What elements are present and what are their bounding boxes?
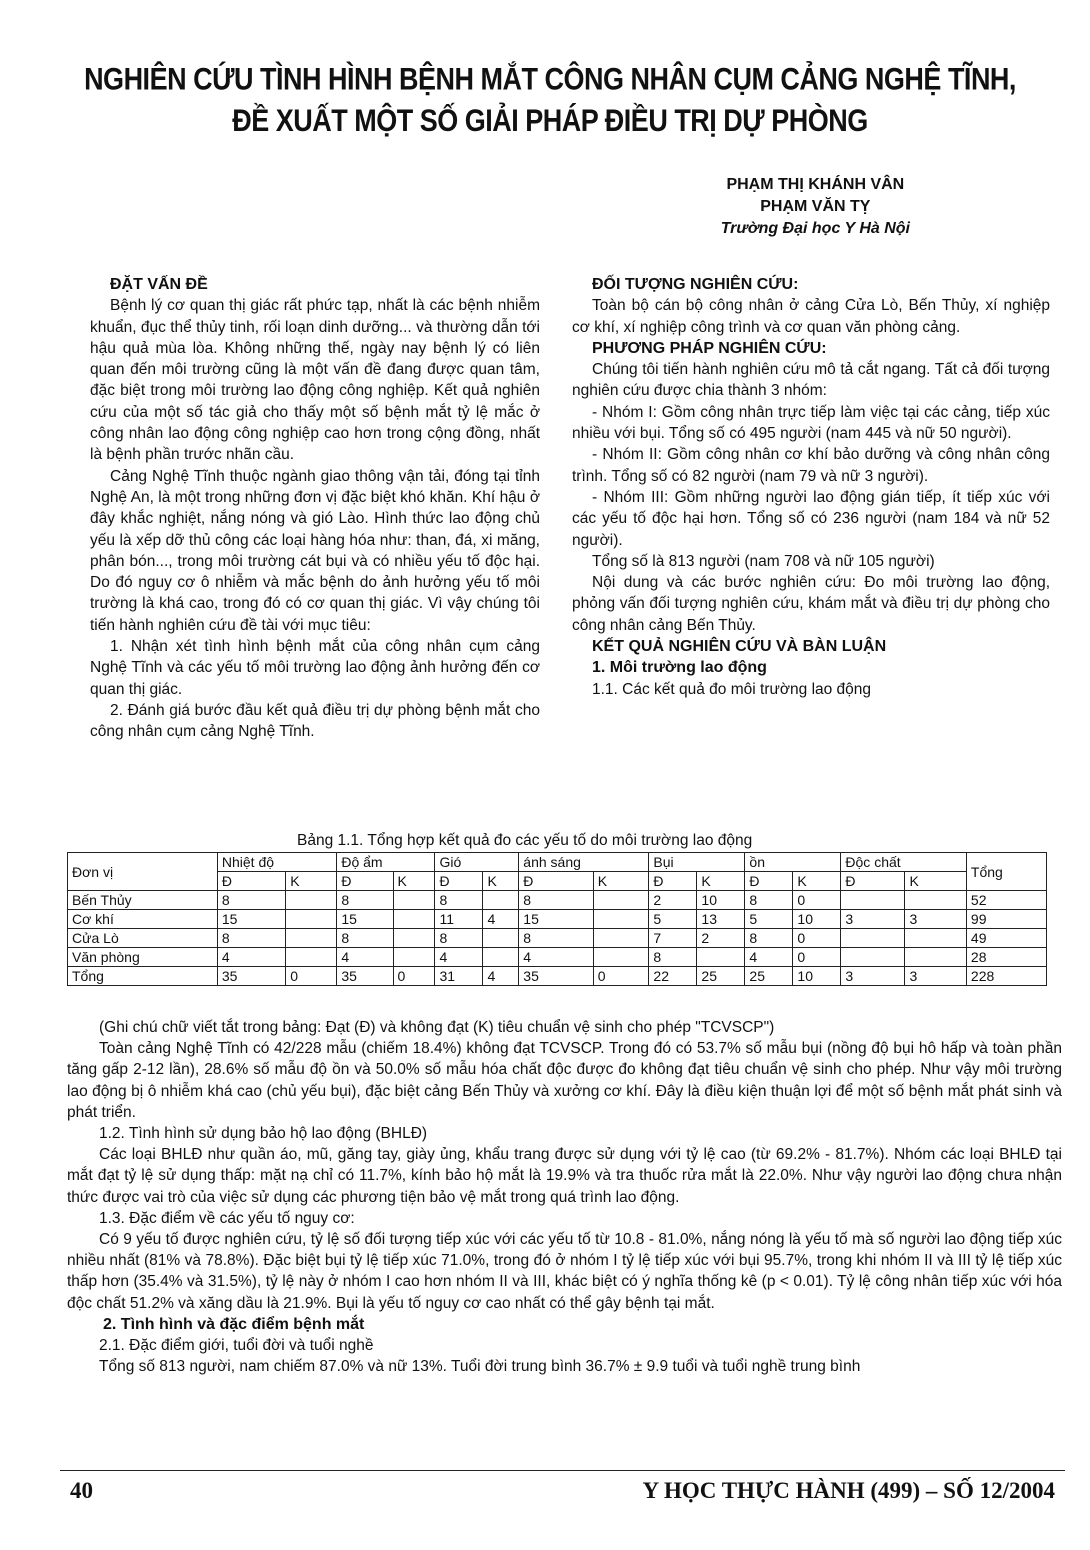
table-cell: 52 xyxy=(966,891,1046,910)
table-cell: 2 xyxy=(649,891,697,910)
table-cell: 28 xyxy=(966,948,1046,967)
section-heading-methods: PHƯƠNG PHÁP NGHIÊN CỨU: xyxy=(592,339,827,357)
table-cell: 8 xyxy=(337,929,393,948)
table-cell: 10 xyxy=(793,967,841,986)
section-heading-introduction: ĐẶT VẤN ĐỀ xyxy=(110,276,208,293)
table-cell xyxy=(286,891,337,910)
header-cell: Tổng xyxy=(966,853,1046,891)
table-cell: 4 xyxy=(483,910,519,929)
table-cell: 0 xyxy=(593,967,649,986)
table-cell: 99 xyxy=(966,910,1046,929)
table-cell xyxy=(483,929,519,948)
table-cell xyxy=(593,929,649,948)
paragraph: Cảng Nghệ Tĩnh thuộc ngành giao thông vận tải, đóng tại tỉnh Nghệ An, là một trong những đơn vị đặc biệt khó khăn. Khí hậu ở đây khắc nghiệt, nắng nóng và gió Lào. Hình thức lao động chủ yếu là xếp dỡ thủ công các loại hàng hóa như: than, đá, xi măng, phân bón..., trong môi trường cát bụi và có nhiều yếu tố độc hại. Do đó nguy cơ ô nhiễm và mắc bệnh do ảnh hưởng yếu tố môi trường là khá cao, trong đó có cơ quan thị giác. Vì vậy chúng tôi tiến hành nghiên cứu đề tài với mục tiêu: xyxy=(90,467,540,634)
header-cell: Đơn vị xyxy=(68,853,218,891)
table-cell: 25 xyxy=(697,967,745,986)
subheader-cell: K xyxy=(593,872,649,891)
table-cell: 0 xyxy=(393,967,435,986)
table-cell xyxy=(905,948,966,967)
table-cell xyxy=(286,910,337,929)
table-caption: Bảng 1.1. Tổng hợp kết quả đo các yếu tố do môi trường lao động xyxy=(297,832,753,849)
table-cell: 4 xyxy=(745,948,793,967)
table-cell: 8 xyxy=(337,891,393,910)
table-cell: 4 xyxy=(519,948,594,967)
paragraph: - Nhóm I: Gồm công nhân trực tiếp làm việc tại các cảng, tiếp xúc nhiều với bụi. Tổng số có 495 người (nam 445 và nữ 50 người). xyxy=(572,403,1050,443)
row-label-cell: Cửa Lò xyxy=(68,929,218,948)
table-cell xyxy=(841,929,905,948)
table-cell: 31 xyxy=(435,967,483,986)
footer-rule xyxy=(60,1470,1065,1471)
section-heading-eye-disease: 2. Tình hình và đặc điểm bệnh mắt xyxy=(103,1315,365,1333)
paragraph: 2.1. Đặc điểm giới, tuổi đời và tuổi nghề xyxy=(99,1337,374,1355)
table-cell: 3 xyxy=(841,910,905,929)
table-cell: 8 xyxy=(745,891,793,910)
table-cell: 3 xyxy=(841,967,905,986)
subheader-cell: K xyxy=(793,872,841,891)
header-cell: Gió xyxy=(435,853,519,872)
left-column xyxy=(90,274,540,743)
table-cell: 8 xyxy=(217,891,285,910)
table-cell xyxy=(905,929,966,948)
table-cell xyxy=(841,891,905,910)
table-cell xyxy=(483,891,519,910)
paragraph: Tổng số là 813 người (nam 708 và nữ 105 người) xyxy=(592,552,935,570)
row-label-cell: Bến Thủy xyxy=(68,891,218,910)
title-line-2: ĐỀ XUẤT MỘT SỐ GIẢI PHÁP ĐIỀU TRỊ DỰ PHÒNG xyxy=(232,103,868,138)
author-1: PHẠM THỊ KHÁNH VÂN xyxy=(726,176,905,193)
section-heading-results: KẾT QUẢ NGHIÊN CỨU VÀ BÀN LUẬN xyxy=(592,638,887,656)
table-cell: 25 xyxy=(745,967,793,986)
table-header-row xyxy=(68,853,1047,872)
paragraph: Các loại BHLĐ như quần áo, mũ, găng tay, giày ủng, khẩu trang được sử dụng với tỷ lệ cao (từ 69.2% - 81.7%). Nhóm các loại BHLĐ tại mắt đạt tỷ lệ sử dụng thấp: mặt nạ chỉ có 11.7%, kính bảo hộ mắt là 19.9% và tra thuốc rửa mắt là 22.0%. Như vậy người lao động chưa nhận thức được vai trò của việc sử dụng các phương tiện bảo vệ mắt trong quá trình lao động. xyxy=(67,1146,1062,1206)
paragraph: - Nhóm III: Gồm những người lao động gián tiếp, ít tiếp xúc với các yếu tố độc hại hơn. Tổng số có 236 người (nam 184 và nữ 52 người). xyxy=(572,488,1050,549)
table-cell: 8 xyxy=(519,891,594,910)
table-cell: 0 xyxy=(793,891,841,910)
paragraph: Tổng số 813 người, nam chiếm 87.0% và nữ 13%. Tuổi đời trung bình 36.7% ± 9.9 tuổi và tuổi nghề trung bình xyxy=(99,1358,861,1376)
subheader-cell: Đ xyxy=(337,872,393,891)
table-cell: 35 xyxy=(337,967,393,986)
subheader-cell: K xyxy=(905,872,966,891)
subheader-cell: Đ xyxy=(519,872,594,891)
header-cell: ồn xyxy=(745,853,841,872)
table-cell xyxy=(593,910,649,929)
table-cell: 8 xyxy=(435,891,483,910)
header-cell: ánh sáng xyxy=(519,853,649,872)
row-label-cell: Tổng xyxy=(68,967,218,986)
table-cell xyxy=(697,948,745,967)
results-table xyxy=(67,852,1047,986)
table-row xyxy=(68,929,1047,948)
row-label-cell: Cơ khí xyxy=(68,910,218,929)
table-row xyxy=(68,967,1047,986)
affiliation: Trường Đại học Y Hà Nội xyxy=(720,220,910,237)
table-cell: 8 xyxy=(217,929,285,948)
table-row xyxy=(68,948,1047,967)
paragraph: Có 9 yếu tố được nghiên cứu, tỷ lệ số đối tượng tiếp xúc với các yếu tố từ 10.8 - 81.0%, nắng nóng là yếu tố mà số người lao động tiếp xúc nhiều nhất (81% và 78.8%). Đặc biệt bụi tỷ lệ tiếp xúc 71.0%, trong đó ở nhóm I tỷ lệ tiếp xúc với bụi 95.7%, trong khi nhóm II và III tỷ lệ tiếp xúc thấp hơn (35.4% và 31.5%), tỷ lệ này ở nhóm I cao hơn nhóm II và III, khác biệt có ý nghĩa thống kê (p < 0.01). Tỷ lệ công nhân tiếp xúc với hóa độc chất 51.2% và xăng dầu là 21.9%. Bụi là yếu tố nguy cơ cao nhất có thể gây bệnh tại mắt. xyxy=(67,1231,1062,1312)
table-cell xyxy=(393,891,435,910)
table-cell xyxy=(593,948,649,967)
subheader-cell: K xyxy=(286,872,337,891)
table-cell xyxy=(393,948,435,967)
table-cell xyxy=(393,929,435,948)
subheader-cell: K xyxy=(697,872,745,891)
table-cell xyxy=(286,929,337,948)
subheader-cell: Đ xyxy=(841,872,905,891)
table-cell: 2 xyxy=(697,929,745,948)
table-cell: 8 xyxy=(649,948,697,967)
subheader-cell: Đ xyxy=(435,872,483,891)
row-label-cell: Văn phòng xyxy=(68,948,218,967)
table-cell: 5 xyxy=(745,910,793,929)
header-cell: Nhiệt độ xyxy=(217,853,336,872)
table-cell: 8 xyxy=(519,929,594,948)
table-cell: 10 xyxy=(697,891,745,910)
right-column xyxy=(572,274,1050,700)
table-cell: 4 xyxy=(217,948,285,967)
paragraph: Nội dung và các bước nghiên cứu: Đo môi trường lao động, phỏng vấn đối tượng nghiên cứu, khám mắt và điều trị dự phòng cho công nhân cảng Bến Thủy. xyxy=(572,574,1050,634)
table-cell xyxy=(593,891,649,910)
table-cell: 22 xyxy=(649,967,697,986)
table-row xyxy=(68,910,1047,929)
paragraph: - Nhóm II: Gồm công nhân cơ khí bảo dưỡng và công nhân công trình. Tổng số có 82 người (nam 79 và nữ 3 người). xyxy=(572,446,1050,485)
subheader-cell: K xyxy=(393,872,435,891)
paragraph: 1.1. Các kết quả đo môi trường lao động xyxy=(592,680,872,698)
subheader-cell: Đ xyxy=(745,872,793,891)
table-cell: 11 xyxy=(435,910,483,929)
paragraph: Toàn cảng Nghệ Tĩnh có 42/228 mẫu (chiếm 18.4%) không đạt TCVSCP. Trong đó có 53.7% số mẫu bụi (nồng độ bụi hô hấp và toàn phần tăng gấp 2-12 lần), 28.6% số mẫu độ ồn và 50.0% số mẫu hóa chất độc được đo không đạt tiêu chuẩn vệ sinh cho phép. Như vậy môi trường lao động bị ô nhiễm khá cao (chủ yếu bụi), đặc biệt cảng Bến Thủy và xưởng cơ khí. Đây là điều kiện thuận lợi để một số bệnh mắt phát sinh và phát triển. xyxy=(67,1040,1062,1121)
table-cell: 0 xyxy=(793,948,841,967)
subheader-cell: Đ xyxy=(649,872,697,891)
table-cell xyxy=(483,948,519,967)
table-cell: 0 xyxy=(793,929,841,948)
subsection-heading: 1. Môi trường lao động xyxy=(592,659,767,677)
table-cell: 0 xyxy=(286,967,337,986)
paragraph: Bệnh lý cơ quan thị giác rất phức tạp, nhất là các bệnh nhiễm khuẩn, đục thể thủy tinh, rối loạn dinh dưỡng... và thường dẫn tới hậu quả mùa lòa. Không những thế, ngày nay bệnh lý có liên quan đến môi trường cũng là một vấn đề đang được quan tâm, đặc biệt trong môi trường lao động công nghiệp. Kết quả nghiên cứu của một số tác giả cho thấy một số bệnh mắt tỷ lệ mắc ở công nhân lao động công nghiệp cao hơn trong cộng đồng, nhất là bệnh phần trước nhãn cầu. xyxy=(90,297,540,464)
table-cell: 49 xyxy=(966,929,1046,948)
table-body xyxy=(68,891,1047,986)
paragraph: Chúng tôi tiến hành nghiên cứu mô tả cắt ngang. Tất cả đối tượng nghiên cứu được chia thành 3 nhóm: xyxy=(572,361,1050,400)
subheader-cell: Đ xyxy=(217,872,285,891)
table-cell: 15 xyxy=(217,910,285,929)
authors-block xyxy=(721,174,910,240)
page-number: 40 xyxy=(70,1478,93,1503)
table-cell: 3 xyxy=(905,910,966,929)
table-cell: 13 xyxy=(697,910,745,929)
paragraph: 1.3. Đặc điểm về các yếu tố nguy cơ: xyxy=(99,1209,355,1227)
table-cell: 3 xyxy=(905,967,966,986)
paragraph: Toàn bộ cán bộ công nhân ở cảng Cửa Lò, Bến Thủy, xí nghiệp cơ khí, xí nghiệp công trình và cơ quan văn phòng cảng. xyxy=(572,297,1050,336)
table-cell: 4 xyxy=(483,967,519,986)
table-cell: 10 xyxy=(793,910,841,929)
table-note: (Ghi chú chữ viết tắt trong bảng: Đạt (Đ) và không đạt (K) tiêu chuẩn vệ sinh cho phép "TCVSCP") xyxy=(99,1019,775,1036)
table-cell xyxy=(286,948,337,967)
table-cell: 5 xyxy=(649,910,697,929)
table-cell: 7 xyxy=(649,929,697,948)
table-cell xyxy=(841,948,905,967)
paragraph: 2. Đánh giá bước đầu kết quả điều trị dự phòng bệnh mắt cho công nhân cụm cảng Nghệ Tĩnh. xyxy=(90,701,540,741)
table-cell: 8 xyxy=(435,929,483,948)
table-cell: 4 xyxy=(435,948,483,967)
article-title xyxy=(70,59,1030,142)
table-row xyxy=(68,891,1047,910)
header-cell: Bụi xyxy=(649,853,745,872)
table-cell: 4 xyxy=(337,948,393,967)
table-cell: 8 xyxy=(745,929,793,948)
author-2: PHẠM VĂN TỴ xyxy=(760,198,871,215)
paragraph: 1.2. Tình hình sử dụng bảo hộ lao động (BHLĐ) xyxy=(99,1125,428,1143)
table-cell: 35 xyxy=(217,967,285,986)
title-line-1: NGHIÊN CỨU TÌNH HÌNH BỆNH MẮT CÔNG NHÂN CỤM CẢNG NGHỆ TĨNH, xyxy=(84,62,1016,97)
table-cell: 35 xyxy=(519,967,594,986)
table-cell: 228 xyxy=(966,967,1046,986)
header-cell: Độc chất xyxy=(841,853,967,872)
subheader-cell: K xyxy=(483,872,519,891)
table-cell xyxy=(905,891,966,910)
paragraph: 1. Nhận xét tình hình bệnh mắt của công nhân cụm cảng Nghệ Tĩnh và các yếu tố môi trường lao động ảnh hưởng đến cơ quan thị giác. xyxy=(90,638,540,698)
table-cell xyxy=(393,910,435,929)
table-cell: 15 xyxy=(519,910,594,929)
section-heading-subjects: ĐỐI TƯỢNG NGHIÊN CỨU: xyxy=(592,276,799,293)
journal-name: Y HỌC THỰC HÀNH (499) – SỐ 12/2004 xyxy=(642,1478,1055,1503)
header-cell: Độ ẩm xyxy=(337,853,435,872)
full-width-text xyxy=(67,1017,1062,1377)
table-cell: 15 xyxy=(337,910,393,929)
